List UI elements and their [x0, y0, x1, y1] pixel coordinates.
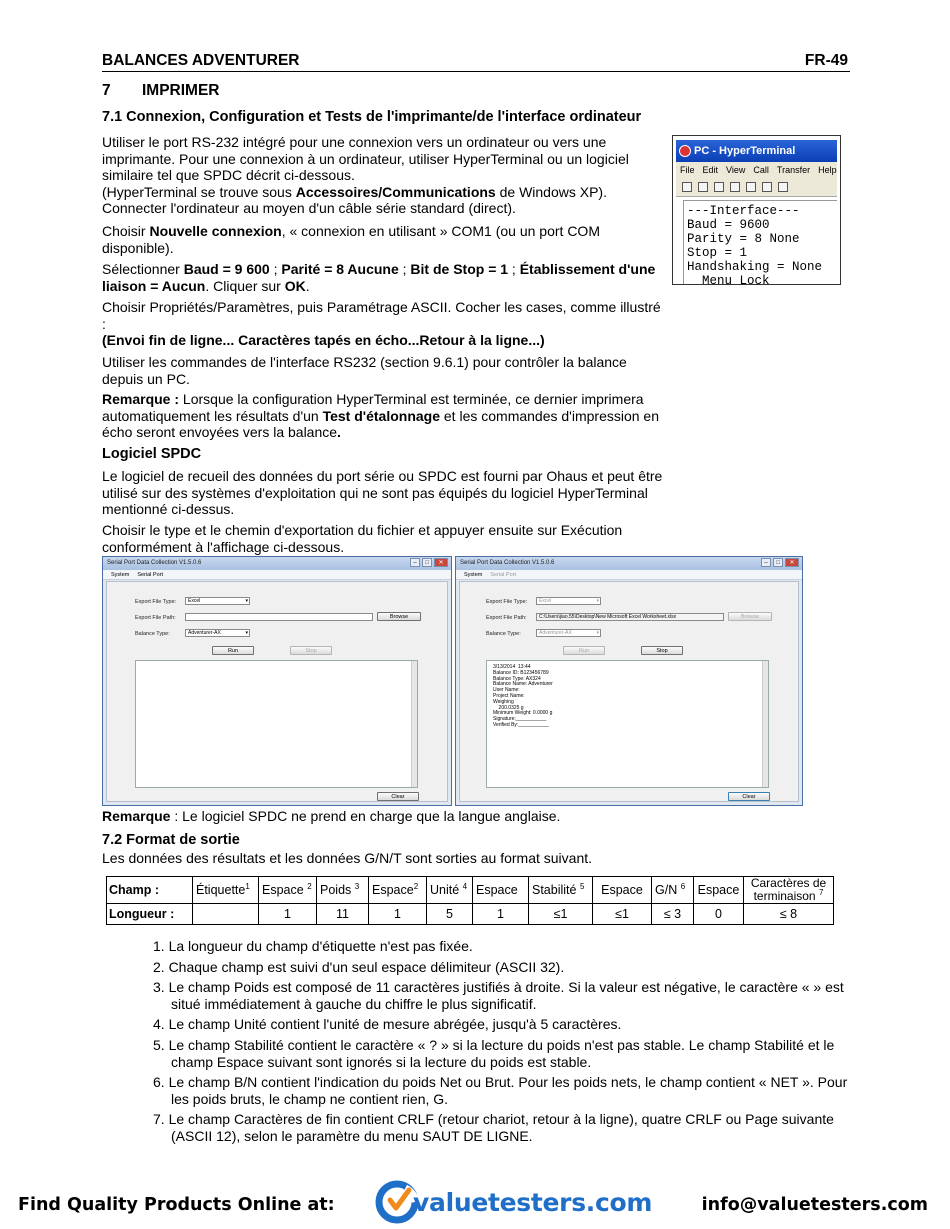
bold-text: .	[337, 424, 341, 440]
subsection-heading: 7.1 Connexion, Configuration et Tests de l'imprimante/de l'interface ordinateur	[102, 109, 642, 125]
window-controls	[761, 558, 799, 567]
table-cell	[259, 877, 317, 904]
table-cell	[694, 877, 744, 904]
maximize-icon[interactable]: □	[422, 558, 432, 567]
spdc-window-empty	[102, 556, 452, 806]
table-cell: 1	[473, 904, 529, 925]
export-type-label: Export File Type:	[135, 599, 177, 605]
table-cell	[317, 877, 369, 904]
export-path-label: Export File Path:	[135, 615, 176, 621]
output-line: Verified By:___________	[493, 721, 549, 728]
list-item: 4. Le champ Unité contient l'unité de mesure abrégée, jusqu'à 5 caractères.	[153, 1016, 622, 1033]
text: , « connexion en utilisant » COM1 (ou un port COM disponible).	[102, 223, 600, 256]
bold-text: Accessoires/Communications	[295, 183, 496, 200]
paragraph-line	[102, 184, 668, 201]
menu-system[interactable]: System	[464, 572, 483, 578]
footnote-ref: 1	[245, 881, 250, 891]
output-line: User Name:	[493, 687, 520, 694]
clear-button[interactable]: Clear	[377, 792, 419, 801]
table-cell: 1	[369, 904, 427, 925]
table-cell	[193, 877, 259, 904]
stop-button[interactable]: Stop	[290, 646, 332, 655]
window-title: Serial Port Data Collection V1.5.0.6	[460, 560, 555, 566]
table-cell: ≤1	[593, 904, 652, 925]
output-line: Balance Type: AX324	[493, 675, 541, 682]
scrollbar[interactable]	[411, 661, 417, 787]
window-controls	[410, 558, 448, 567]
bold-text: Établissement d'une liaison = Aucun	[102, 261, 656, 294]
browse-button[interactable]: Browse	[728, 612, 772, 621]
table-cell: ≤ 3	[652, 904, 694, 925]
window-title: PC - HyperTerminal	[694, 145, 796, 157]
hyperterminal-titlebar	[676, 140, 837, 162]
paragraph-ascii-setup	[102, 299, 668, 349]
table-row	[107, 877, 834, 904]
list-item: 2. Chaque champ est suivi d'un seul espace délimiteur (ASCII 32).	[153, 958, 565, 975]
page-number: FR-49	[804, 52, 848, 69]
field-name: Unité	[430, 883, 460, 897]
footnote-ref: 2	[413, 881, 419, 891]
disconnect-icon[interactable]	[730, 182, 740, 192]
terminal-line: Menu Lock	[687, 274, 770, 285]
section-title: IMPRIMER	[142, 82, 220, 99]
export-type-select[interactable]: Excel ▾	[536, 597, 601, 605]
header-divider	[102, 71, 850, 72]
hyperterminal-menubar	[676, 162, 837, 178]
table-cell	[473, 877, 529, 904]
bold-text: Remarque :	[102, 391, 180, 407]
output-line: Balance Name: Adventurer	[493, 681, 553, 688]
menu-transfer[interactable]: Transfer	[776, 165, 811, 175]
text: ;	[508, 261, 520, 277]
row-header: Champ :	[107, 877, 193, 904]
bold-text: Parité = 8 Aucune	[281, 261, 399, 277]
table-cell	[744, 877, 834, 904]
table-row	[107, 904, 834, 925]
spdc-menubar	[456, 570, 802, 580]
output-area[interactable]	[486, 660, 769, 788]
bold-text: Nouvelle connexion	[149, 223, 282, 239]
table-cell	[369, 877, 427, 904]
field-name-line	[747, 890, 830, 903]
bold-text: OK	[284, 277, 306, 294]
output-format-table	[106, 876, 834, 925]
spdc-menubar	[103, 570, 451, 580]
field-name: Caractères de	[750, 876, 827, 890]
output-line: Project Name:	[493, 692, 525, 699]
receive-icon[interactable]	[762, 182, 772, 192]
valuetesters-logo[interactable]	[375, 1180, 652, 1224]
balance-type-select[interactable]: Adventurer-AX ▾	[536, 629, 601, 637]
footnote-ref: 4	[462, 881, 468, 891]
terminal-line: Parity = 8 None	[687, 232, 800, 246]
balance-type-label: Balance Type:	[486, 631, 521, 637]
text: de Windows XP).	[495, 183, 607, 200]
field-name: Espace	[372, 883, 414, 897]
text: : Le logiciel SPDC ne prend en charge que la langue anglaise.	[170, 808, 561, 824]
section-number: 7	[102, 82, 111, 99]
table-cell	[593, 877, 652, 904]
field-name: Espace	[697, 883, 740, 897]
hyperterminal-screenshot	[672, 135, 841, 285]
paragraph-line: Choisir Propriétés/Paramètres, puis Paramétrage ASCII. Cocher les cases, comme illustré :	[102, 299, 661, 332]
bold-text: Test d'étalonnage	[322, 407, 440, 424]
output-line: Weighing	[493, 698, 514, 705]
export-type-select[interactable]: Excel ▾	[185, 597, 250, 605]
properties-icon[interactable]	[778, 182, 788, 192]
output-line: 3/13/2014 13:44	[493, 664, 531, 670]
footnote-ref: 5	[579, 881, 585, 891]
output-line: Minimum Weight: 0.0000 g	[493, 710, 553, 717]
export-path-input[interactable]: C:\Users\jiao.55\Desktop\New Microsoft Excel Worksheet.xlsx	[536, 613, 724, 621]
bold-text: Baud = 9 600	[183, 261, 270, 277]
menu-serial-port[interactable]: Serial Port	[490, 572, 517, 578]
export-type-label: Export File Type:	[486, 599, 528, 605]
balance-type-label: Balance Type:	[135, 631, 170, 637]
menu-file[interactable]: File	[680, 165, 695, 175]
paragraph-remark	[102, 391, 672, 441]
list-item: 3. Le champ Poids est composé de 11 caractères justifiés à droite. Si la valeur est négative, le caractère « » est situé immédiatement à gauche du chiffre le plus significatif.	[153, 979, 844, 1012]
menu-serial-port[interactable]: Serial Port	[137, 572, 164, 578]
table-cell: 5	[427, 904, 473, 925]
output-line: 200.0325 g	[493, 704, 524, 711]
footer-tagline: Find Quality Products Online at:	[18, 1195, 335, 1215]
window-title: Serial Port Data Collection V1.5.0.6	[107, 560, 202, 566]
field-name: Espace	[262, 883, 304, 897]
send-icon[interactable]	[746, 182, 756, 192]
spdc-heading: Logiciel SPDC	[102, 446, 202, 462]
terminal-line: ---Interface---	[687, 204, 800, 218]
new-file-icon[interactable]	[682, 182, 692, 192]
spdc-titlebar	[456, 557, 802, 570]
menu-edit[interactable]: Edit	[702, 165, 719, 175]
field-name: Stabilité	[532, 883, 577, 897]
table-cell	[427, 877, 473, 904]
list-item: 1. La longueur du champ d'étiquette n'est pas fixée.	[153, 938, 473, 954]
text: ;	[398, 261, 411, 277]
terminal-output	[683, 200, 837, 285]
table-cell	[529, 877, 593, 904]
paragraph-new-connection	[102, 223, 668, 256]
paragraph-export: Choisir le type et le chemin d'exportation du fichier et appuyer ensuite sur Exécution conformément à l'affichage ci-dessous.	[102, 522, 623, 555]
text: .	[305, 277, 310, 294]
spdc-language-remark	[102, 808, 560, 824]
text: Sélectionner	[102, 261, 184, 277]
logo-text: valuetesters.com	[413, 1187, 653, 1217]
footnote-ref: 3	[354, 881, 360, 891]
paragraph-rs232: Utiliser les commandes de l'interface RS232 (section 9.6.1) pour contrôler la balance depuis un PC.	[102, 354, 627, 387]
stop-button[interactable]: Stop	[641, 646, 683, 655]
field-name: Espace	[476, 883, 518, 897]
text: Choisir	[102, 223, 150, 239]
paragraph-line: Connecter l'ordinateur au moyen d'un câble série standard (direct).	[102, 200, 516, 216]
table-cell: 11	[317, 904, 369, 925]
text: ;	[269, 261, 282, 277]
paragraph-connection	[102, 134, 668, 217]
output-line: Balance ID: B123456789	[493, 669, 549, 676]
footnote-ref: 6	[680, 881, 686, 891]
field-name: G/N	[655, 883, 678, 897]
browse-button[interactable]: Browse	[377, 612, 421, 621]
text: et les commandes d'impression en écho seront envoyées vers la balance	[102, 407, 659, 440]
table-cell: ≤ 8	[744, 904, 834, 925]
table-cell: ≤1	[529, 904, 593, 925]
paragraph-spdc: Le logiciel de recueil des données du port série ou SPDC est fourni par Ohaus et peut être utilisé sur des systèmes d'exploitation qui ne sont pas équipés du logiciel HyperTerminal mentionné ci-dessus.	[102, 468, 663, 517]
bold-text: Bit de Stop = 1	[410, 261, 509, 277]
footnote-ref: 7	[818, 888, 824, 897]
menu-call[interactable]: Call	[753, 165, 769, 175]
open-folder-icon[interactable]	[698, 182, 708, 192]
balance-type-select[interactable]: Adventurer-AX ▾	[185, 629, 250, 637]
spdc-titlebar	[103, 557, 451, 570]
list-item: 6. Le champ B/N contient l'indication du poids Net ou Brut. Pour les poids nets, le champ contient « NET ». Pour les poids bruts, le champ ne contient rien, G.	[153, 1074, 848, 1107]
close-icon[interactable]: ✕	[434, 558, 448, 567]
export-path-input[interactable]	[185, 613, 373, 621]
terminal-line: Handshaking = None	[687, 260, 823, 274]
footer-email[interactable]: info@valuetesters.com	[701, 1195, 928, 1215]
footnote-ref: 2	[307, 881, 312, 891]
section-intro: Les données des résultats et les données G/N/T sont sorties au format suivant.	[102, 850, 593, 866]
page-header-title: BALANCES ADVENTURER	[102, 52, 300, 69]
close-icon[interactable]: ✕	[785, 558, 799, 567]
field-name: Poids	[320, 883, 352, 897]
phone-icon[interactable]	[714, 182, 724, 192]
section-heading	[102, 82, 220, 100]
format-notes-list	[153, 938, 853, 1149]
paragraph-settings	[102, 261, 668, 294]
minimize-icon[interactable]: –	[410, 558, 420, 567]
table-cell	[652, 877, 694, 904]
run-button[interactable]: Run	[212, 646, 254, 655]
clear-button[interactable]: Clear	[728, 792, 770, 801]
scrollbar[interactable]	[762, 661, 768, 787]
table-cell: 1	[259, 904, 317, 925]
table-cell: 0	[694, 904, 744, 925]
menu-view[interactable]: View	[726, 165, 746, 175]
menu-help[interactable]: Help	[818, 165, 837, 175]
spdc-body	[106, 581, 448, 802]
row-header: Longueur :	[107, 904, 193, 925]
list-item: 7. Le champ Caractères de fin contient CRLF (retour chariot, retour à la ligne), quatre CRLF ou Page suivante (ASCII 12), selon le paramètre du menu SAUT DE LIGNE.	[153, 1111, 834, 1144]
minimize-icon[interactable]: –	[761, 558, 771, 567]
run-button[interactable]: Run	[563, 646, 605, 655]
hyperterminal-toolbar	[676, 178, 837, 197]
table-cell	[193, 904, 259, 925]
output-line: Signature:___________	[493, 716, 547, 723]
field-name: terminaison	[753, 889, 816, 903]
bold-text: (Envoi fin de ligne... Caractères tapés en écho...Retour à la ligne...)	[102, 332, 545, 348]
field-name: Espace	[601, 883, 643, 897]
output-area[interactable]	[135, 660, 418, 788]
text: . Cliquer sur	[205, 277, 285, 294]
menu-system[interactable]: System	[111, 572, 130, 578]
text: Lorsque la configuration HyperTerminal est terminée, ce dernier imprimera automatiquement les résultats d'un	[102, 391, 644, 424]
hyperterminal-app-icon	[679, 145, 691, 157]
terminal-line: Stop = 1	[687, 246, 748, 260]
field-name: Étiquette	[196, 883, 246, 897]
spdc-body	[459, 581, 799, 802]
paragraph-line: Utiliser le port RS-232 intégré pour une connexion vers un ordinateur ou vers une imprimante. Pour une connexion à un ordinateur, utiliser HyperTerminal ou un logiciel similaire tel que SPDC décrit ci-dessous.	[102, 134, 629, 183]
list-item: 5. Le champ Stabilité contient le caractère « ? » si la lecture du poids n'est pas stable. Le champ Stabilité et le champ Espace suivant sont ignorés si la lecture du poids est stable.	[153, 1036, 835, 1070]
terminal-line: Baud = 9600	[687, 218, 770, 232]
maximize-icon[interactable]: □	[773, 558, 783, 567]
export-path-label: Export File Path:	[486, 615, 527, 621]
text: (HyperTerminal se trouve sous	[102, 183, 296, 200]
subsection-heading: 7.2 Format de sortie	[102, 832, 240, 848]
spdc-window-running	[455, 556, 803, 806]
bold-text: Remarque	[102, 808, 171, 824]
